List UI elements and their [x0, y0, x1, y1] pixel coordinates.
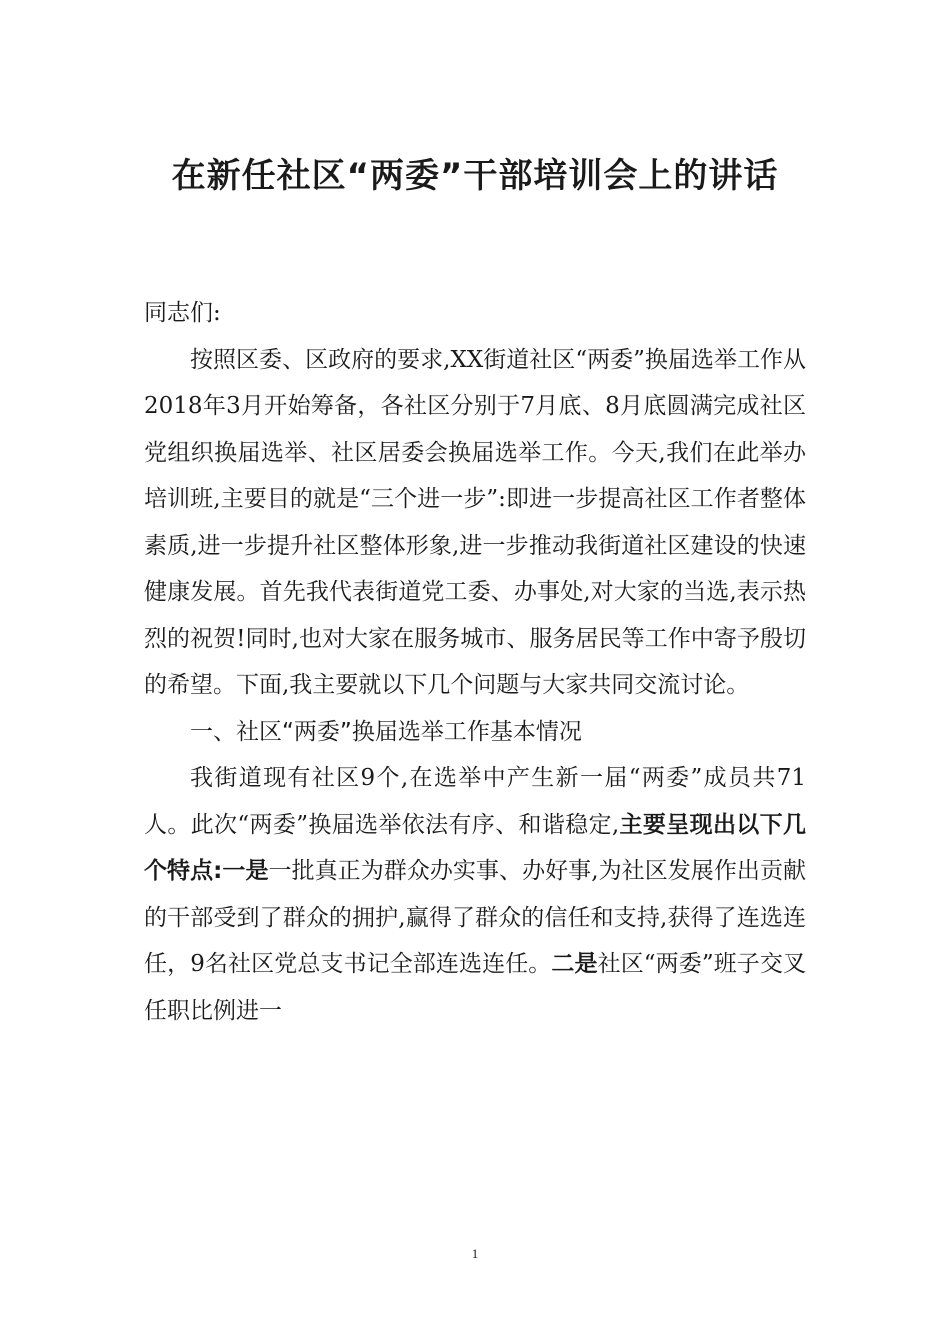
bold-point-2: 二是 [551, 951, 598, 977]
page-number: 1 [471, 1246, 479, 1261]
bold-lead: 主要呈现出以下几个特点: [144, 811, 807, 884]
paragraph-text: 我街道现有社区9个,在选举中产生新一届“两委”成员共71人。此次“两委”换届选举依法有序、和谐稳定, [144, 765, 806, 838]
paragraph-text: 社区“两委”班子交叉任职比例进一 [144, 951, 806, 1024]
paragraph-text: 一批真正为群众办实事、办好事,为社区发展作出贡献的干部受到了群众的拥护,赢得了群众的信任和支持,获得了连选连任，9名社区党总支书记全部连选连任。 [144, 858, 807, 977]
document-title: 在新任社区“两委”干部培训会上的讲话 [171, 156, 779, 196]
section-heading-1: 一、社区“两委”换届选举工作基本情况 [190, 718, 582, 745]
paragraph-intro: 按照区委、区政府的要求,XX街道社区“两委”换届选举工作从2018年3月开始筹备，各社区分别于7月底、8月底圆满完成社区党组织换届选举、社区居委会换届选举工作。今天,我们在此举办培训班,主要目的就是“三个进一步”:即进一步提高社区工作者整体素质,进一步提升社区整体形象,进一步推动我街道社区建设的快速健康发展。首先我代表街道党工委、办事处,对大家的当选,表示热烈的祝贺!同时,也对大家在服务城市、服务居民等工作中寄予殷切的希望。下面,我主要就以下几个问题与大家共同交流讨论。 [144, 346, 806, 698]
document-body [144, 290, 806, 1034]
salutation: 同志们: [144, 300, 221, 326]
bold-point-1: 一是 [222, 858, 269, 884]
paragraph-section-1 [144, 755, 806, 1034]
